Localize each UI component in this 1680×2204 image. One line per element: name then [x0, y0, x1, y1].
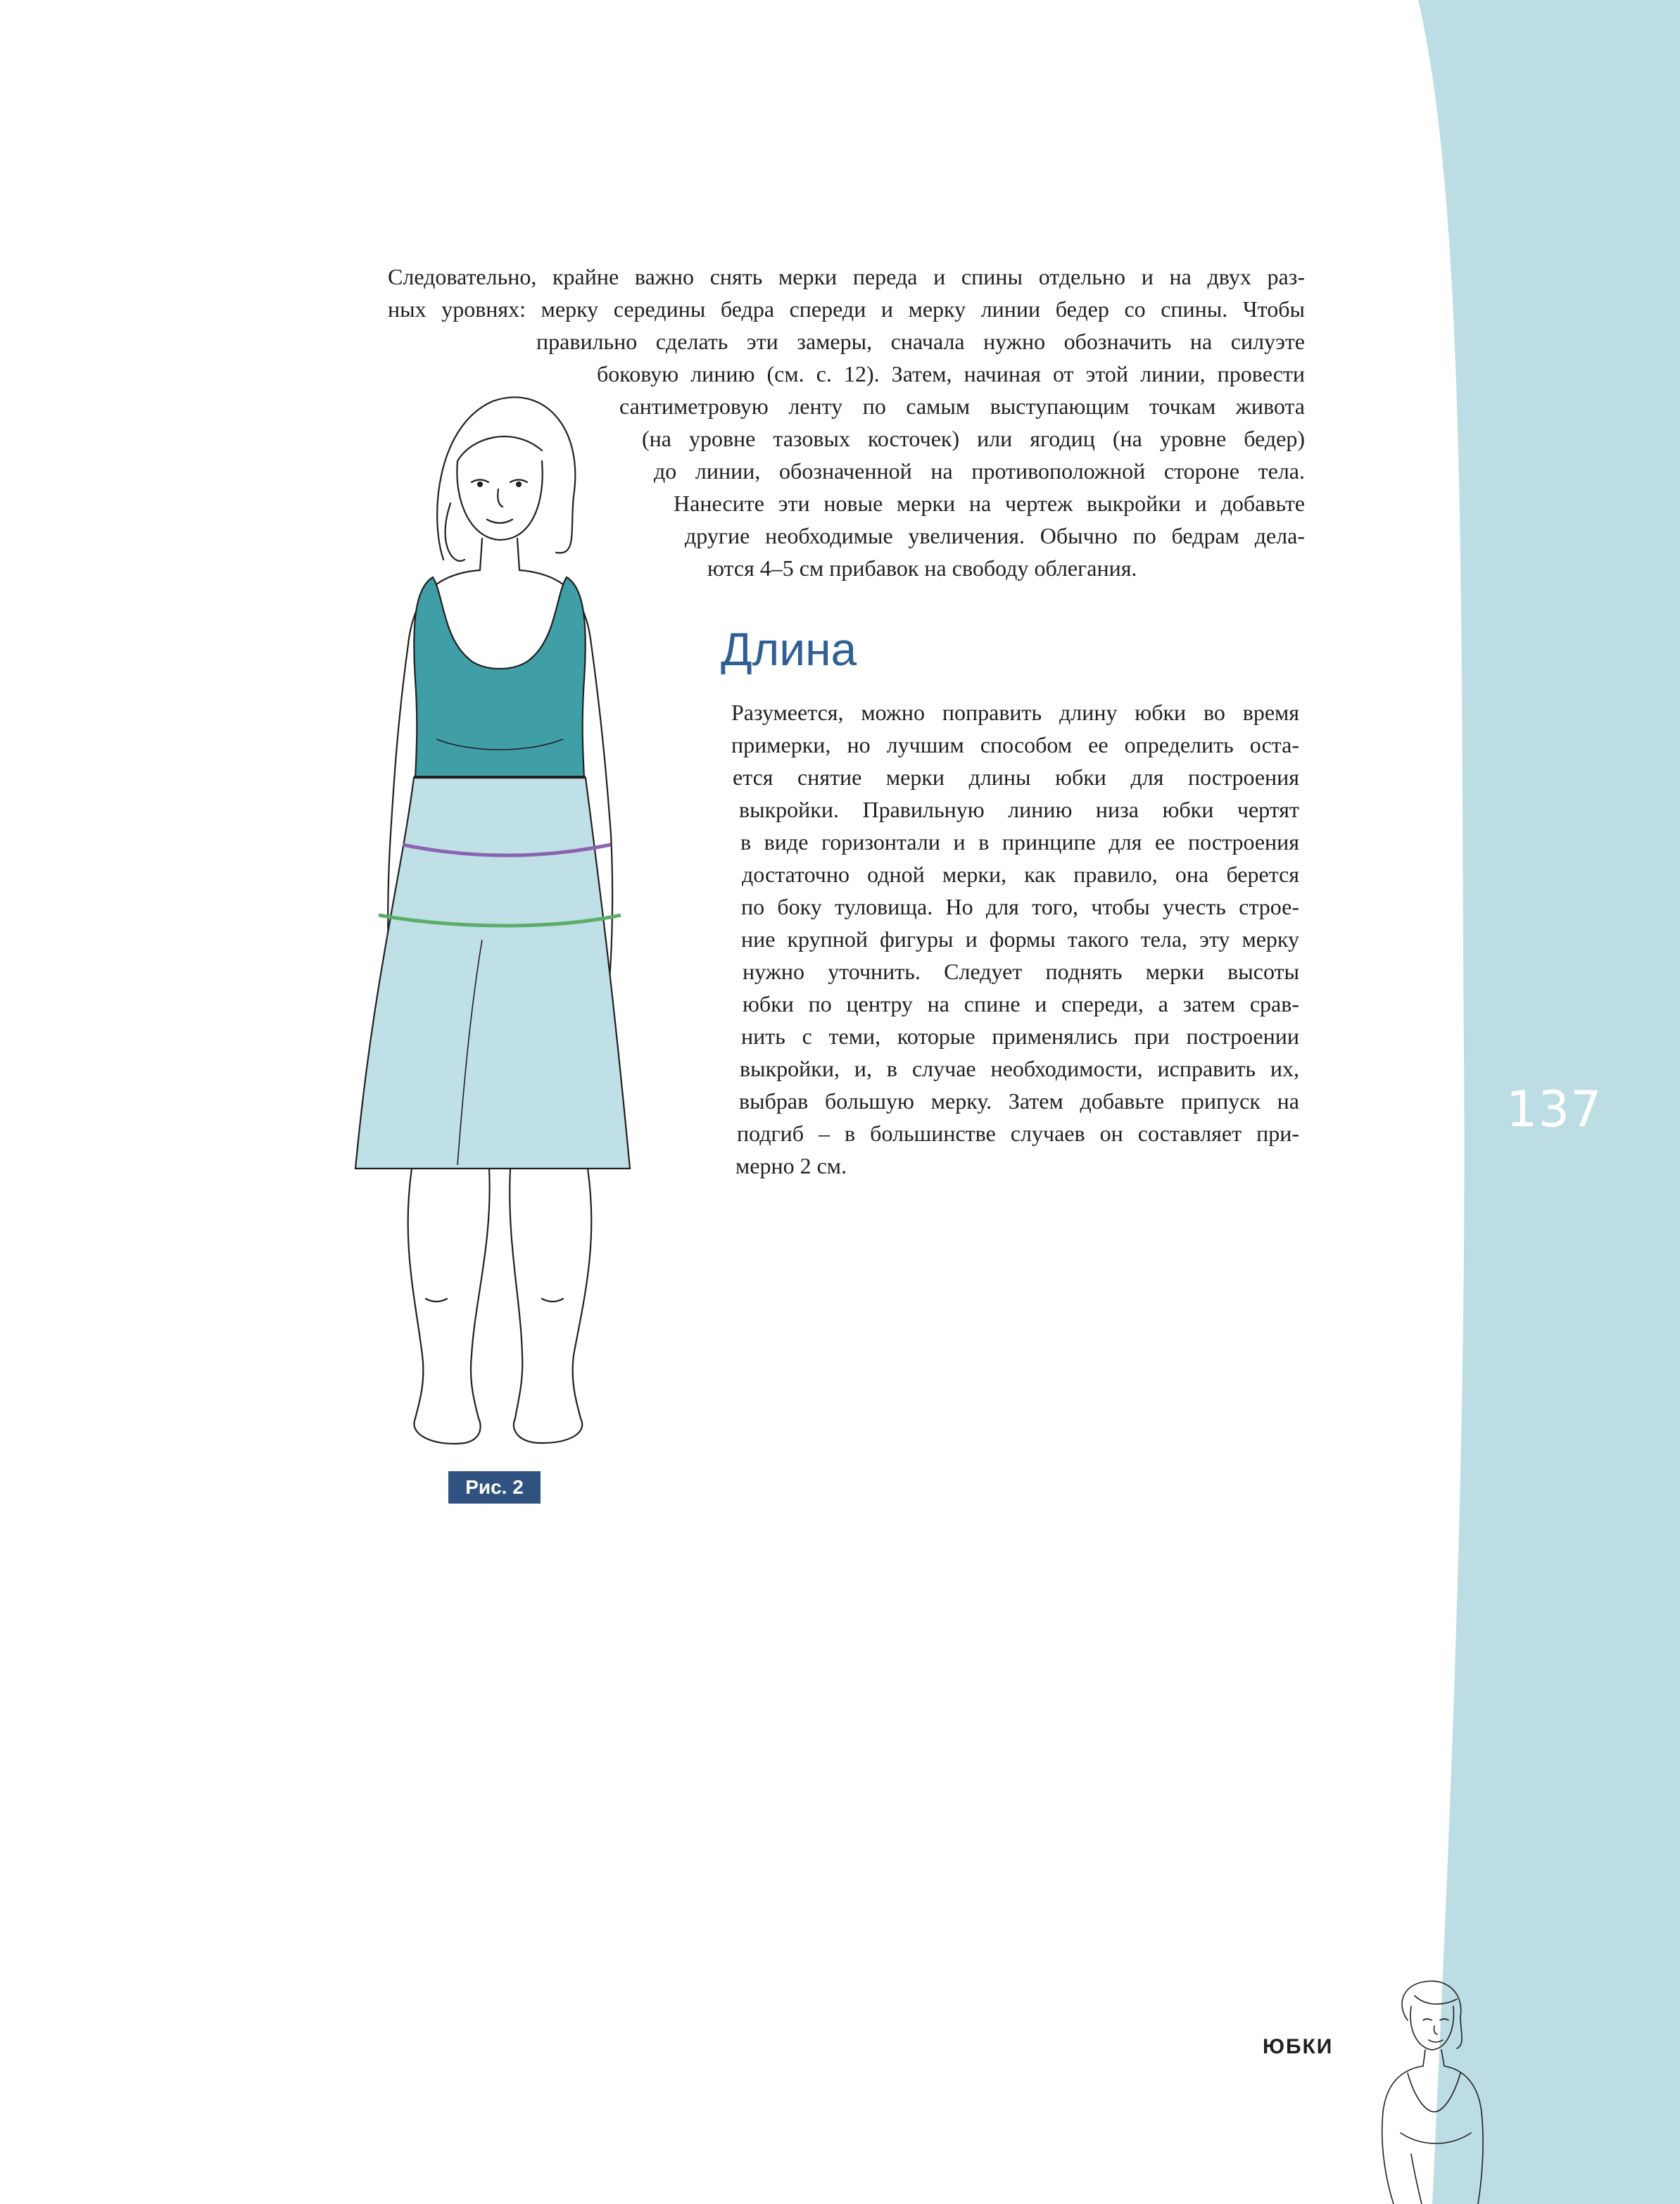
length-line: ется снятие мерки длины юбки для построения — [733, 764, 1299, 790]
length-line: ние крупной фигуры и формы такого тела, эту мерку — [741, 926, 1299, 952]
intro-line: (на уровне тазовых косточек) или ягодиц (на уровне бедер) — [642, 426, 1305, 451]
intro-line: правильно сделать эти замеры, сначала нужно обозначить на силуэте — [536, 329, 1305, 354]
intro-line: до линии, обозначенной на противоположной стороне тела. — [654, 458, 1305, 484]
length-line: мерно 2 см. — [735, 1153, 847, 1178]
length-line: нужно уточнить. Следует поднять мерки высоты — [743, 959, 1299, 984]
intro-line: ных уровнях: мерку середины бедра спереди и мерку линии бедер со спины. Чтобы — [388, 296, 1305, 322]
length-line: примерки, но лучшим способом ее определить оста- — [731, 732, 1299, 757]
page-number: 137 — [1506, 1081, 1603, 1138]
woman-in-skirt-illustration — [331, 384, 655, 1447]
length-line: выкройки, и, в случае необходимости, исправить их, — [740, 1056, 1299, 1081]
length-line: Разумеется, можно поправить длину юбки во время — [731, 700, 1299, 725]
length-line: подгиб – в большинстве случаев он составляет при- — [737, 1121, 1299, 1146]
woman-sketch-illustration — [1358, 1978, 1499, 2204]
figure-label: Рис. 2 — [448, 1471, 541, 1504]
intro-line: другие необходимые увеличения. Обычно по бедрам дела- — [685, 523, 1305, 548]
length-line: выкройки. Правильную линию низа юбки чертят — [739, 797, 1299, 822]
intro-line: сантиметровую ленту по самым выступающим точкам живота — [619, 393, 1305, 419]
intro-line: боковую линию (см. с. 12). Затем, начиная от этой линии, провести — [597, 361, 1305, 386]
length-line: по боку туловища. Но для того, чтобы учесть строе- — [741, 894, 1299, 919]
length-line: выбрав большую мерку. Затем добавьте припуск на — [739, 1088, 1299, 1114]
intro-line: ются 4–5 см прибавок на свободу облегания. — [707, 555, 1137, 581]
length-line: нить с теми, которые применялись при построении — [741, 1024, 1299, 1049]
length-line: юбки по центру на спине и спереди, а затем срав- — [743, 991, 1299, 1016]
section-heading: Длина — [721, 623, 857, 675]
length-line: в виде горизонтали и в принципе для ее построения — [740, 829, 1299, 855]
length-line: достаточно одной мерки, как правило, она берется — [742, 862, 1299, 887]
intro-line: Следовательно, крайне важно снять мерки переда и спины отдельно и на двух раз- — [388, 264, 1305, 289]
intro-line: Нанесите эти новые мерки на чертеж выкройки и добавьте — [674, 491, 1305, 516]
section-name: ЮБКИ — [1263, 2035, 1334, 2058]
